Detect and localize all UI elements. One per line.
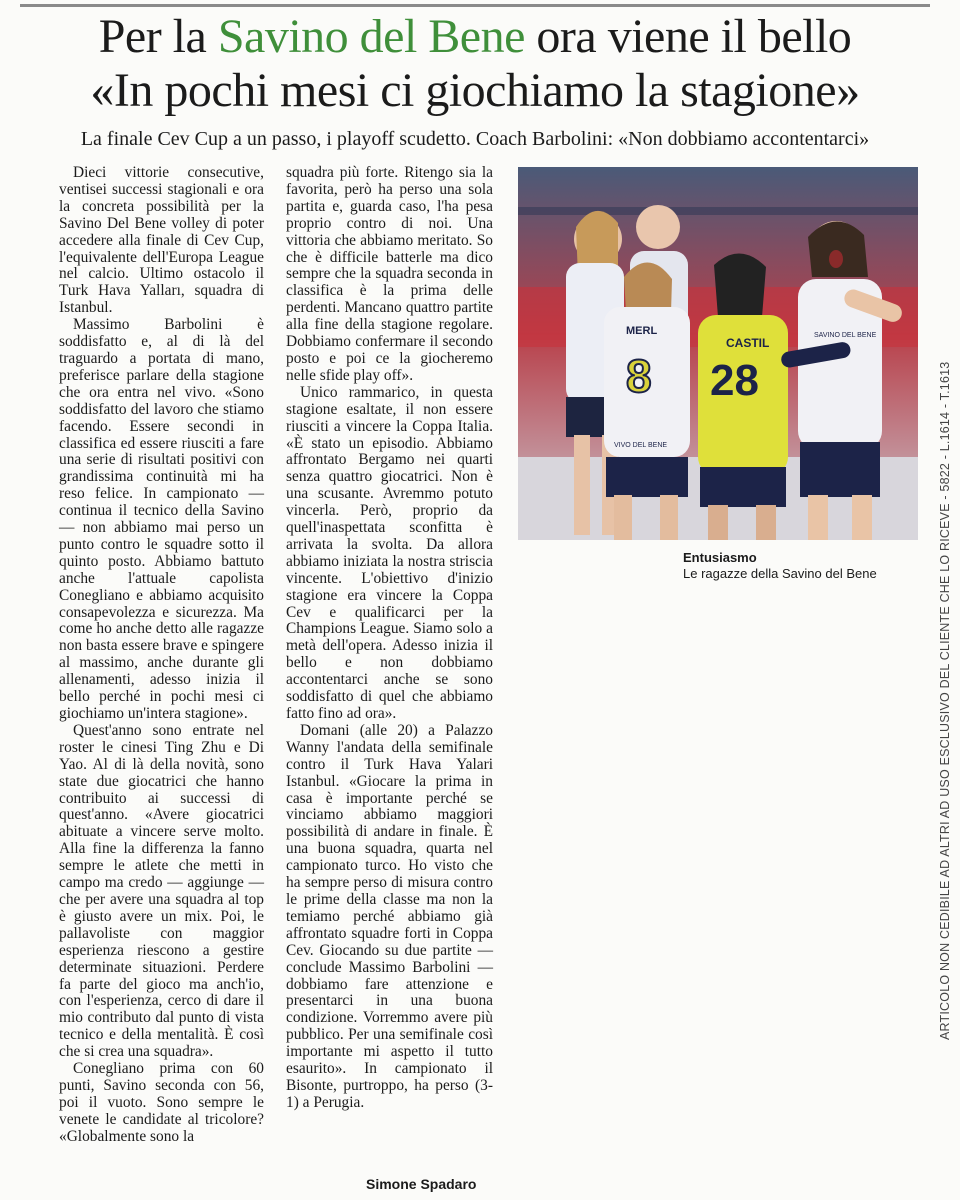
paragraph: Massimo Barbolini è soddisfatto e, al di là del traguardo a portata di mano, preferisce parlare della stagione che ora entra nel vivo. «Sono soddisfatto del lavoro che stiamo facendo. Essere secondi in classifica ed essere riusciti a fare una serie di risultati positivi con grandissima continuità mi ha reso felice. In campionato — continua il tecnico della Savino — non abbiamo mai perso un punto contro le squadre sotto il quinto posto. Abbiamo battuto anche l'attuale capolista Conegliano e abbiamo acquisito consapevolezza e sicurezza. Ma come ho anche detto alle ragazze non basta essere brave e spingere al massimo, anche durante gli allenamenti, adesso inizia il bello perché in pochi mesi ci giochiamo un'intera stagione». (59, 316, 264, 722)
team-photo-illustration (518, 167, 918, 540)
article-column-1 (59, 165, 264, 1146)
top-rule (20, 4, 930, 7)
paragraph: Dieci vittorie consecutive, ventisei successi stagionali e ora la concreta possibilità per la Savino Del Bene volley di poter accedere alla finale di Cev Cup, l'equivalente dell'Europa League nel calcio. Ultimo ostacolo il Turk Hava Yalları, squadra di Istanbul. (59, 164, 264, 317)
paragraph: Unico rammarico, in questa stagione esaltate, il non essere riusciti a vincere la Coppa Italia. «È stato un episodio. Abbiamo affrontato Bergamo nei quarti senza quattro giocatrici. Non è una scusante. Avremmo potuto vincerla. Però, proprio da quell'inaspettata sconfitta è arrivata la svolta. Da allora abbiamo iniziata la nostra striscia vincente. L'obiettivo d'inizio stagione era vincere la Coppa Cev e qualificarci per la Champions League. Siamo solo a metà dell'opera. Adesso inizia il bello e non dobbiamo accontentarci anche se sono soddisfatto di quel che abbiamo fatto fino ad ora». (286, 383, 493, 722)
jersey-number-28: 28 (710, 356, 759, 405)
headline-team-name: Savino del Bene (217, 10, 525, 63)
caption-title: Entusiasmo (683, 550, 757, 565)
headline-line2: «In pochi mesi ci giochiamo la stagione» (90, 64, 860, 117)
photo-caption (683, 550, 883, 582)
subheadline: La finale Cev Cup a un passo, i playoff scudetto. Coach Barbolini: «Non dobbiamo accontentarci» (80, 128, 870, 150)
headline (20, 10, 930, 118)
paragraph: Conegliano prima con 60 punti, Savino seconda con 56, poi il vuoto. Sono sempre le venete le candidate al tricolore? «Globalmente sono la (59, 1060, 264, 1145)
copyright-side-note: ARTICOLO NON CEDIBILE AD ALTRI AD USO ESCLUSIVO DEL CLIENTE CHE LO RICEVE - 5822 - L.1614 - T.1613 (938, 361, 952, 1040)
headline-text-b: ora viene il bello (524, 10, 852, 63)
jersey-name-left: MERL (626, 325, 658, 337)
jersey-sponsor-right: SAVINO DEL BENE (814, 332, 877, 339)
jersey-sponsor: VIVO DEL BENE (614, 442, 668, 449)
team-photo (518, 167, 918, 540)
byline: Simone Spadaro (366, 1176, 477, 1192)
article-column-2 (286, 165, 493, 1112)
paragraph: squadra più forte. Ritengo sia la favorita, però ha perso una sola partita e, guarda caso, l'ha pesa proprio contro di noi. Una vittoria che abbiamo meritato. So che è difficile batterle ma dico sempre che la squadra seconda in classifica è la prima delle perdenti. Mancano quattro partite alla fine della stagione regolare. Dobbiamo confermare il secondo posto e poi ce la giocheremo nelle sfide play off». (286, 164, 493, 384)
headline-line1 (20, 10, 930, 64)
paragraph: Domani (alle 20) a Palazzo Wanny l'andata della semifinale contro il Turk Hava Yalari Istanbul. «Giocare la prima in casa è importante perché se vinciamo abbiamo maggiori possibilità di andare in finale. È una buona squadra, quarta nel campionato turco. Ho visto che ha sempre perso di misura contro le prime della classe ma non la temiamo perché abbiamo già affrontato squadre forti in Coppa Cev. Giocando su due partite — conclude Massimo Barbolini — dobbiamo fare attenzione e presentarci in una buona condizione. Vorremmo avere più pubblico. Per una semifinale così importante mi aspetto il tutto esaurito». In campionato il Bisonte, purtroppo, ha perso (3-1) a Perugia. (286, 721, 493, 1111)
jersey-name-right: CASTIL (726, 336, 770, 350)
paragraph: Quest'anno sono entrate nel roster le cinesi Ting Zhu e Di Yao. Al di là della novità, sono state due giocatrici che hanno contribuito ai successi di quest'anno. «Avere giocatrici abituate a vincere serve molto. Alla fine la differenza la fanno sempre le atlete che metti in campo ma credo — aggiunge — che per avere una squadra al top è giusto avere un mix. Poi, le pallavoliste con maggior esperienza riescono a gestire determinate situazioni. Perdere fa parte del gioco ma anch'io, con l'esperienza, cerco di dare il mio contributo dal punto di vista tecnico e della mentalità. È così che si crea una squadra». (59, 721, 264, 1061)
jersey-number-8: 8 (626, 350, 652, 402)
caption-text: Le ragazze della Savino del Bene (683, 566, 877, 581)
headline-text-a: Per la (98, 10, 218, 63)
